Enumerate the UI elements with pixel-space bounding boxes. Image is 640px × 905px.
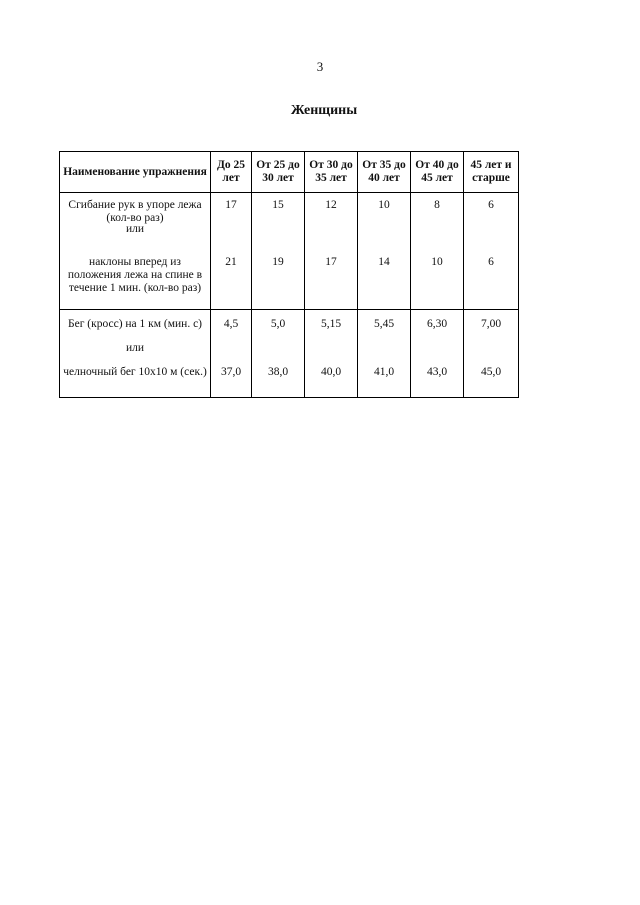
value: 43,0 (426, 366, 448, 378)
value-cell (464, 310, 519, 398)
value: 7,00 (480, 318, 502, 330)
value-cell (252, 310, 305, 398)
exercise-cell (60, 193, 211, 310)
value: 6 (488, 199, 494, 211)
header-age-25-30: От 25 до 30 лет (252, 152, 305, 193)
value-cell (358, 310, 411, 398)
value: 15 (272, 199, 284, 211)
value: 5,15 (320, 318, 342, 330)
value: 40,0 (320, 366, 342, 378)
value: 6 (488, 256, 494, 268)
or-separator: или (125, 223, 145, 235)
value: 45,0 (480, 366, 502, 378)
exercise-name: Бег (кросс) на 1 км (мин. с) (67, 318, 202, 330)
value: 14 (378, 256, 390, 268)
page-number: 3 (316, 59, 324, 74)
header-exercise: Наименование упражнения (60, 152, 211, 193)
exercise-name: челночный бег 10х10 м (сек.) (63, 366, 207, 378)
value: 41,0 (373, 366, 395, 378)
value: 17 (225, 199, 237, 211)
value: 5,0 (270, 318, 286, 330)
exercise-name: наклоны вперед из положения лежа на спине в течение 1 мин. (кол-во раз) (67, 256, 203, 294)
value-cell (211, 310, 252, 398)
value: 10 (431, 256, 443, 268)
exercise-name: Сгибание рук в упоре лежа (кол-во раз) (68, 199, 202, 224)
value-cell (305, 193, 358, 310)
value: 6,30 (426, 318, 448, 330)
value-cell (211, 193, 252, 310)
value-cell (358, 193, 411, 310)
table-row (60, 310, 519, 398)
header-age-40-45: От 40 до 45 лет (411, 152, 464, 193)
header-row (60, 152, 519, 193)
value: 10 (378, 199, 390, 211)
header-age-45-plus: 45 лет и старше (464, 152, 519, 193)
page-title: Женщины (290, 103, 358, 118)
value: 12 (325, 199, 337, 211)
value-cell (411, 310, 464, 398)
value-cell (464, 193, 519, 310)
value: 5,45 (373, 318, 395, 330)
value: 21 (225, 256, 237, 268)
value-cell (252, 193, 305, 310)
value: 19 (272, 256, 284, 268)
value: 38,0 (267, 366, 289, 378)
value: 37,0 (220, 366, 242, 378)
header-age-30-35: От 30 до 35 лет (305, 152, 358, 193)
exercise-cell (60, 310, 211, 398)
header-age-under-25: До 25 лет (211, 152, 252, 193)
value-cell (305, 310, 358, 398)
table-row (60, 193, 519, 310)
norms-table (59, 151, 519, 398)
or-separator: или (125, 342, 145, 354)
value: 17 (325, 256, 337, 268)
value: 4,5 (223, 318, 239, 330)
header-age-35-40: От 35 до 40 лет (358, 152, 411, 193)
value-cell (411, 193, 464, 310)
value: 8 (434, 199, 440, 211)
